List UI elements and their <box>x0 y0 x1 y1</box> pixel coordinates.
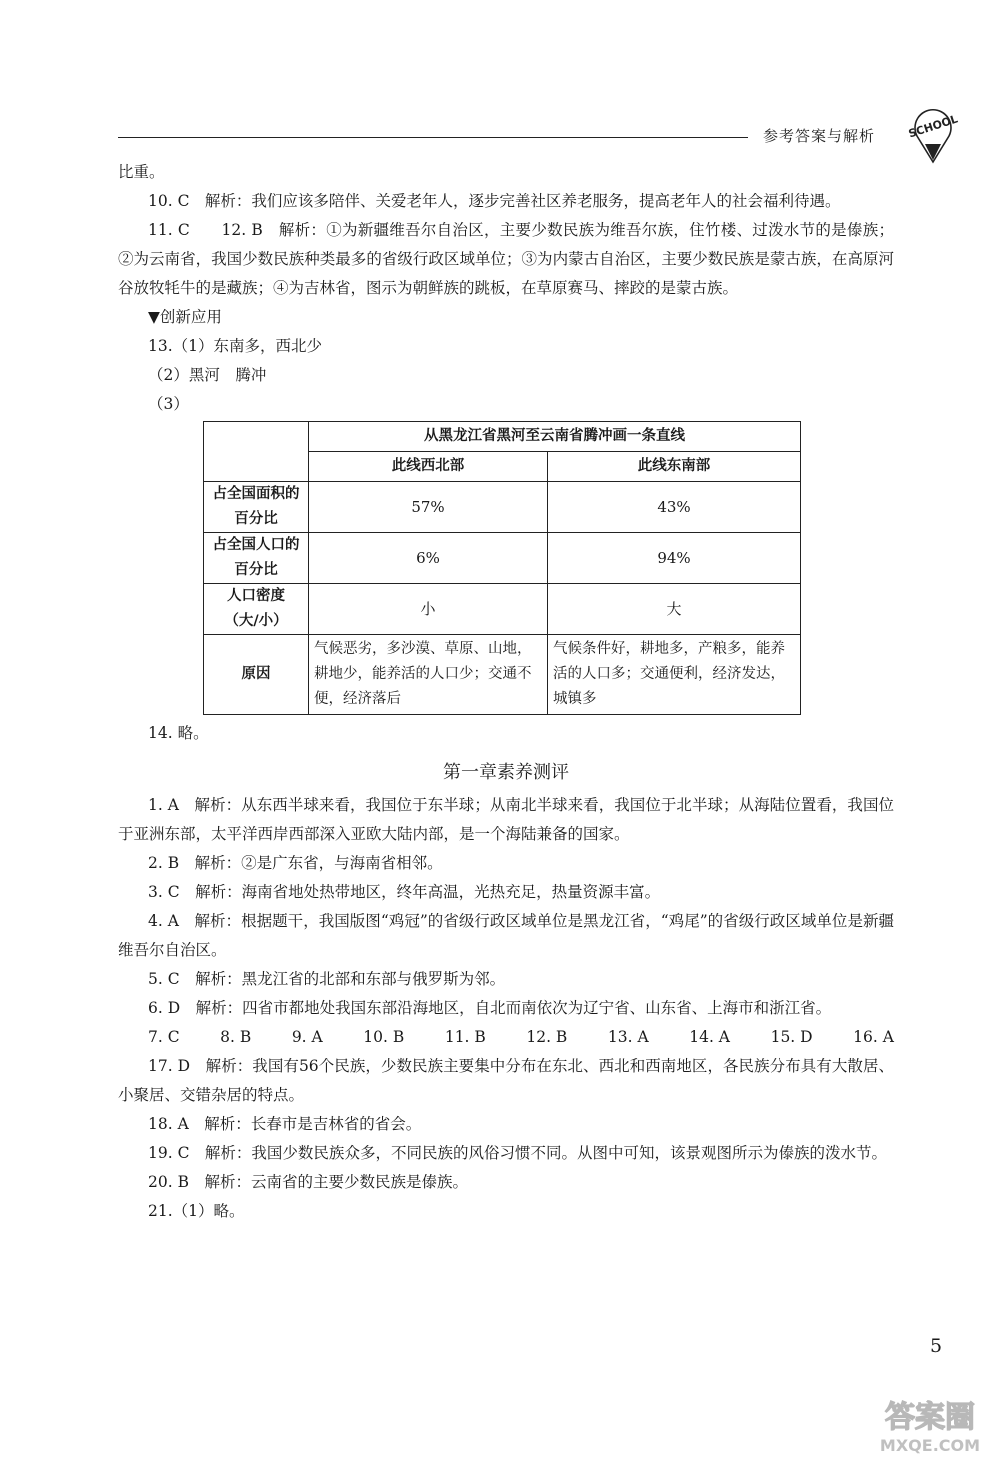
answer-10: 10. C 解析：我们应该多陪伴、关爱老年人，逐步完善社区养老服务，提高老年人的社会福利待遇。 <box>148 192 841 210</box>
table-header: 从黑龙江省黑河至云南省腾冲画一条直线 <box>309 422 801 452</box>
test-answer-6: 6. D 解析：四省市都地处我国东部沿海地区，自北而南依次为辽宁省、山东省、上海市和浙江省。 <box>148 999 832 1017</box>
school-logo-text: SCHOOL <box>906 112 960 141</box>
table-cell: 小 <box>309 584 548 635</box>
answer-table <box>203 421 801 715</box>
table-col-northwest: 此线西北部 <box>309 452 548 482</box>
table-row-label: 占全国人口的百分比 <box>204 533 309 584</box>
watermark-url: MXQE.COM <box>879 1436 981 1455</box>
mcq-answer: 7. C <box>148 1028 180 1046</box>
mcq-answer: 15. D <box>770 1028 813 1046</box>
mcq-answer: 13. A <box>607 1028 649 1046</box>
page-number: 5 <box>930 1335 943 1357</box>
table-row <box>204 584 801 635</box>
test-answer-4: 4. A 解析：根据题干，我国版图“鸡冠”的省级行政区域单位是黑龙江省，“鸡尾”的省级行政区域单位是新疆维吾尔自治区。 <box>118 912 894 959</box>
table-corner <box>204 422 309 482</box>
table-cell: 94% <box>548 533 801 584</box>
table-cell: 43% <box>548 482 801 533</box>
main-content <box>118 158 894 1226</box>
watermark-logo-icon <box>870 1395 990 1455</box>
answer-14: 14. 略。 <box>148 724 209 742</box>
answer-13-3: （3） <box>148 395 189 413</box>
mcq-answer: 11. B <box>444 1028 486 1046</box>
table-cell: 大 <box>548 584 801 635</box>
test-answer-20: 20. B 解析：云南省的主要少数民族是傣族。 <box>148 1173 468 1191</box>
page-header <box>118 112 960 160</box>
test-answer-17: 17. D 解析：我国有56个民族，少数民族主要集中分布在东北、西北和西南地区，各民族分布具有大散居、小聚居、交错杂居的特点。 <box>118 1057 894 1104</box>
table-cell: 6% <box>309 533 548 584</box>
test-answer-3: 3. C 解析：海南省地处热带地区，终年高温，光热充足，热量资源丰富。 <box>148 883 661 901</box>
table-cell: 气候条件好，耕地多，产粮多，能养活的人口多；交通便利，经济发达，城镇多 <box>548 635 801 715</box>
table-row <box>204 533 801 584</box>
mcq-answer-row <box>118 1023 894 1052</box>
test-answer-1: 1. A 解析：从东西半球来看，我国位于东半球；从南北半球来看，我国位于北半球；从海陆位置看，我国位于亚洲东部，太平洋西岸西部深入亚欧大陆内部，是一个海陆兼备的国家。 <box>118 796 894 843</box>
test-answer-19: 19. C 解析：我国少数民族众多，不同民族的风俗习惯不同。从图中可知，该景观图所示为傣族的泼水节。 <box>148 1144 887 1162</box>
mcq-answer: 10. B <box>363 1028 405 1046</box>
table-cell: 57% <box>309 482 548 533</box>
watermark-text: 答案圈 <box>885 1400 975 1435</box>
mcq-answer: 8. B <box>220 1028 252 1046</box>
answer-11-12: 11. C 12. B 解析：①为新疆维吾尔自治区，主要少数民族为维吾尔族，住竹楼、过泼水节的是傣族；②为云南省，我国少数民族种类最多的省级行政区域单位；③为内蒙古自治区，主要少数民族是蒙古族，在高原河谷放牧牦牛的是藏族；④为吉林省，图示为朝鲜族的跳板，在草原赛马、摔跤的是蒙古族。 <box>118 221 894 297</box>
table-cell: 气候恶劣，多沙漠、草原、山地，耕地少，能养活的人口少；交通不便，经济落后 <box>309 635 548 715</box>
table-row <box>204 635 801 715</box>
mcq-answer: 9. A <box>291 1028 323 1046</box>
header-title: 参考答案与解析 <box>763 127 876 145</box>
test-answer-21: 21.（1）略。 <box>148 1202 245 1220</box>
table-row-label: 人口密度（大/小） <box>204 584 309 635</box>
mcq-answer: 16. A <box>853 1028 894 1046</box>
section-title: 第一章素养测评 <box>443 762 569 783</box>
table-row-label: 原因 <box>204 635 309 715</box>
subsection-heading: ▼创新应用 <box>148 308 222 326</box>
mcq-answer: 14. A <box>689 1028 731 1046</box>
para-continuation: 比重。 <box>118 163 165 181</box>
school-logo-icon <box>903 104 963 164</box>
answer-13-1: 13.（1）东南多，西北少 <box>148 337 323 355</box>
header-rule <box>118 137 748 138</box>
table-col-southeast: 此线东南部 <box>548 452 801 482</box>
table-row-label: 占全国面积的百分比 <box>204 482 309 533</box>
answer-13-2: （2）黑河 腾冲 <box>148 366 267 384</box>
test-answer-18: 18. A 解析：长春市是吉林省的省会。 <box>148 1115 422 1133</box>
table-row <box>204 482 801 533</box>
test-answer-5: 5. C 解析：黑龙江省的北部和东部与俄罗斯为邻。 <box>148 970 506 988</box>
mcq-answer: 12. B <box>526 1028 568 1046</box>
test-answer-2: 2. B 解析：②是广东省，与海南省相邻。 <box>148 854 443 872</box>
